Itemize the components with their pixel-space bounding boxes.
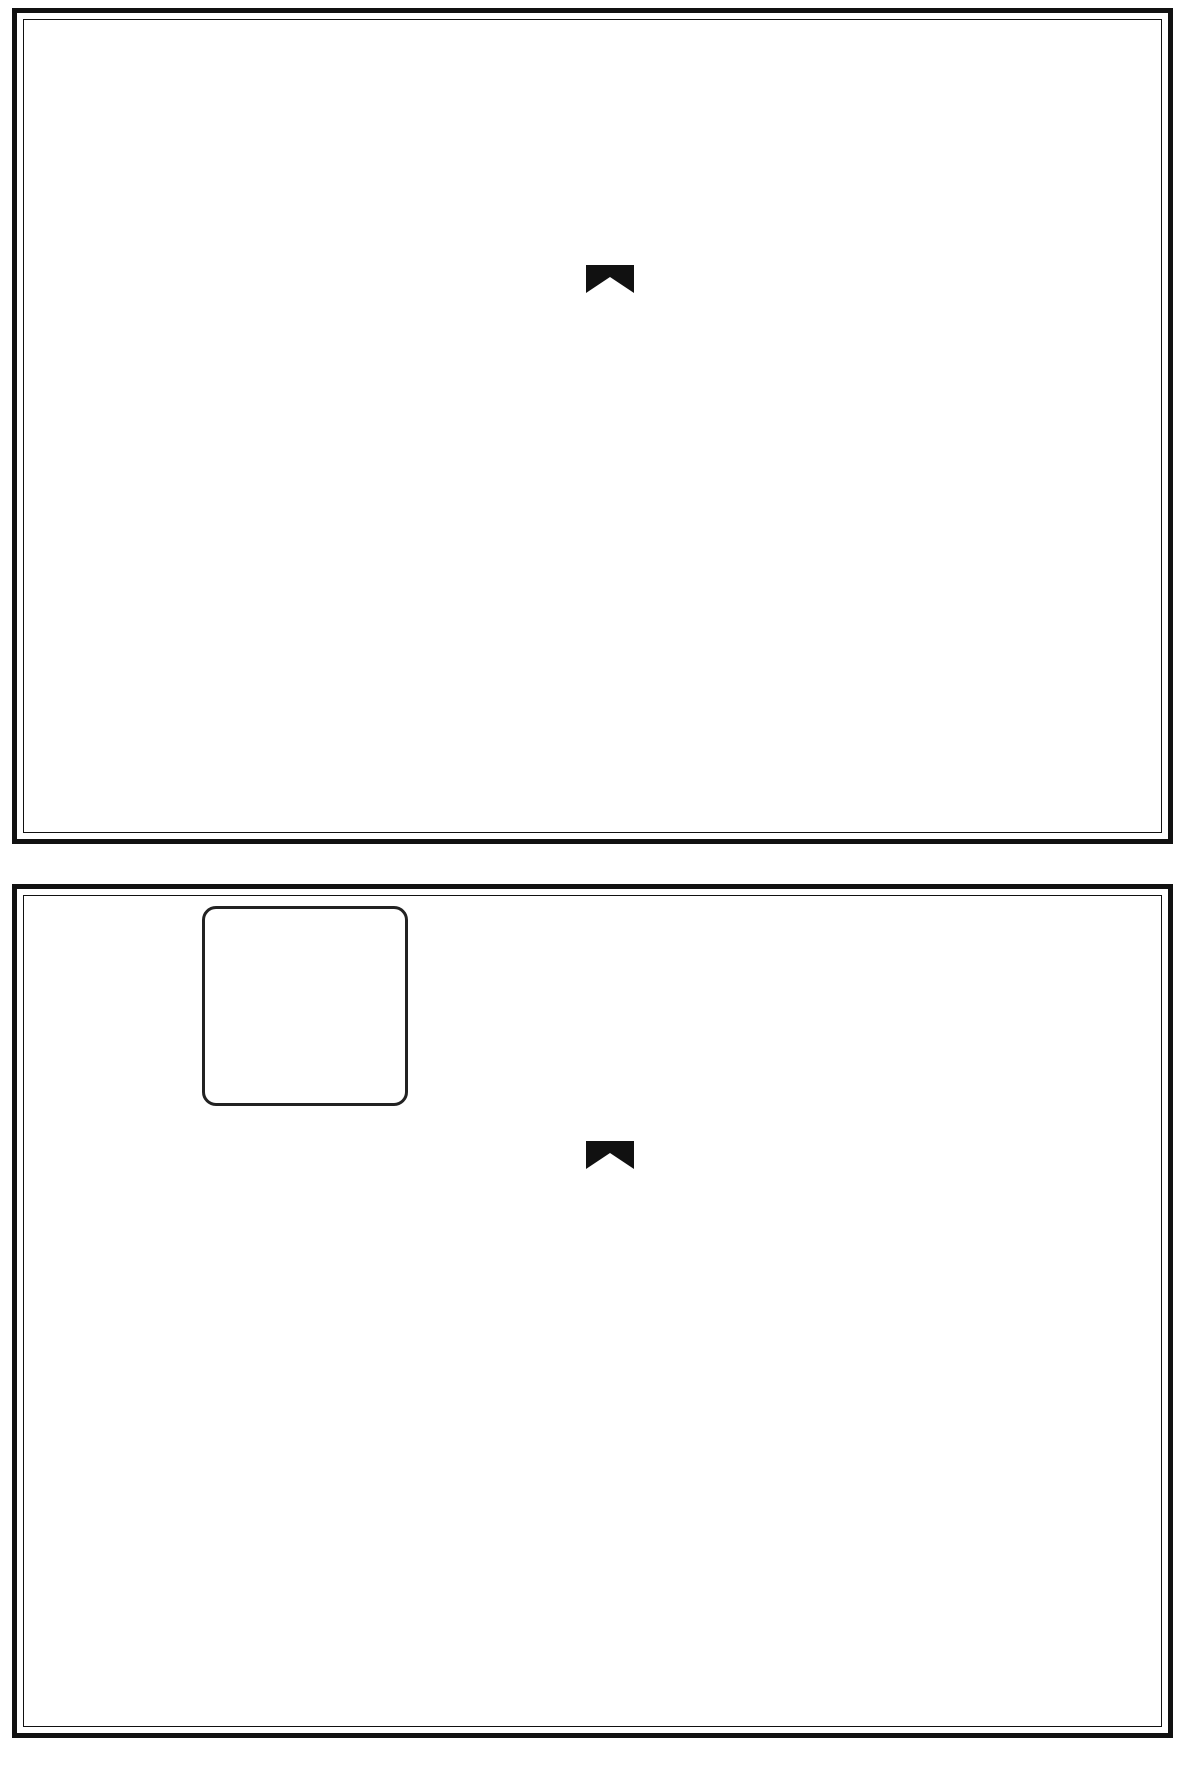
imperial-seal bbox=[202, 906, 408, 1106]
top-page bbox=[12, 8, 1173, 844]
fishtail-mark bbox=[586, 1141, 634, 1171]
top-page-inner-frame bbox=[23, 19, 1162, 833]
bottom-spine bbox=[584, 896, 636, 1726]
bottom-page-inner-frame bbox=[23, 895, 1162, 1727]
bottom-page bbox=[12, 884, 1173, 1738]
fishtail-mark bbox=[586, 265, 634, 295]
top-spine bbox=[584, 20, 636, 832]
